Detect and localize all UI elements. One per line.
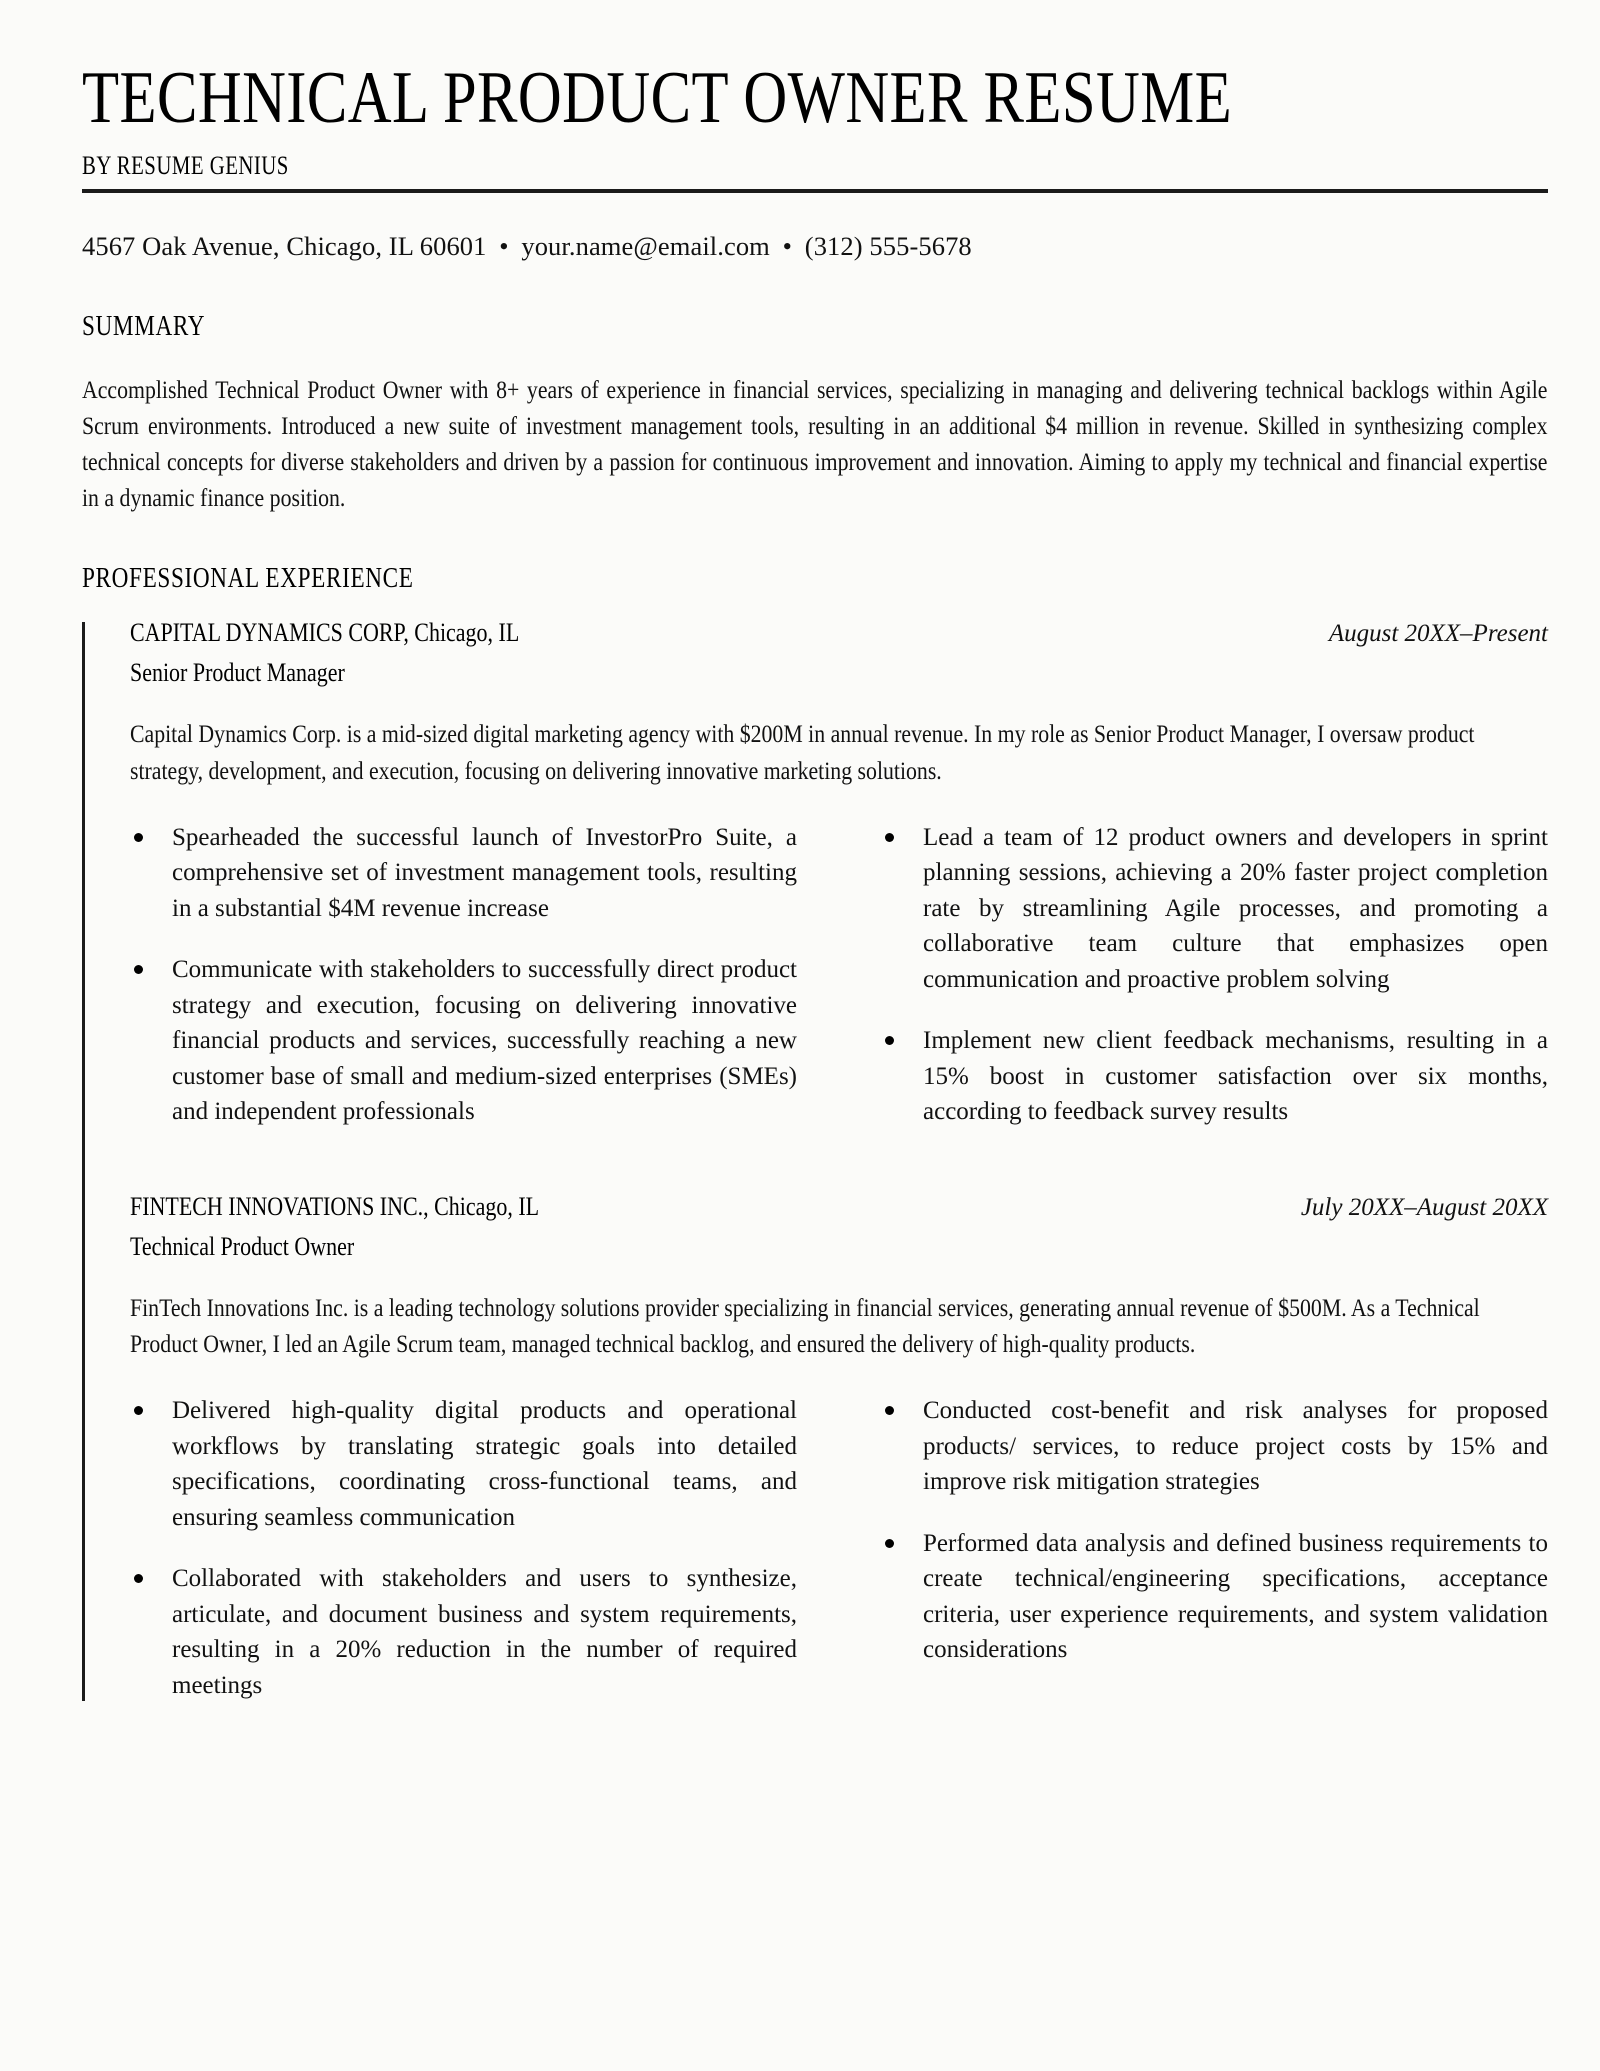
job-entry <box>130 618 1548 1129</box>
list-item: Delivered high-quality digital products and operational workflows by translating strategic goals into detailed specifications, coordinating cross-functional teams, and ensuring seamless communication <box>130 1393 797 1535</box>
page-title: TECHNICAL PRODUCT OWNER RESUME <box>82 57 1233 139</box>
bullet-column-left <box>130 820 797 1130</box>
list-item: Collaborated with stakeholders and users to synthesize, articulate, and document business and system requirements, resulting in a 20% reduction in the number of required meetings <box>130 1561 797 1703</box>
job-dates: July 20XX–August 20XX <box>1300 1193 1548 1221</box>
job-description: Capital Dynamics Corp. is a mid-sized digital marketing agency with $200M in annual revenue. In my role as Senior Product Manager, I oversaw product strategy, development, and execution, focusing on delivering innovative marketing solutions. <box>130 719 1475 786</box>
list-item: Communicate with stakeholders to successfully direct product strategy and execution, focusing on delivering innovative financial products and services, successfully reaching a new customer base of small and medium-sized enterprises (SMEs) and independent professionals <box>130 952 797 1130</box>
list-item: Performed data analysis and defined business requirements to create technical/engineering specifications, acceptance criteria, user experience requirements, and system validation considerations <box>881 1526 1548 1668</box>
list-item: Lead a team of 12 product owners and developers in sprint planning sessions, achieving a 20% faster project completion rate by streamlining Agile processes, and promoting a collaborative team culture that emphasizes open communication and proactive problem solving <box>881 820 1548 998</box>
job-entry <box>130 1192 1548 1703</box>
bullet-column-right <box>881 1393 1548 1703</box>
resume-header <box>82 0 1548 193</box>
job-dates: August 20XX–Present <box>1328 620 1548 648</box>
summary-paragraph: Accomplished Technical Product Owner with 8+ years of experience in financial services, specializing in managing and delivering technical backlogs within Agile Scrum environments. Introduced a new suite of investment management tools, resulting in an additional $4 million in revenue. Skilled in synthesizing complex technical concepts for diverse stakeholders and driven by a passion for continuous improvement and innovation. Aiming to apply my technical and financial expertise in a dynamic finance position. <box>82 374 1548 513</box>
bullet-separator-icon: • <box>499 230 509 261</box>
job-header <box>130 1192 1548 1222</box>
list-item: Implement new client feedback mechanisms, resulting in a 15% boost in customer satisfaction over six months, according to feedback survey results <box>881 1023 1548 1130</box>
job-bullets <box>130 1393 1548 1703</box>
bullet-column-left <box>130 1393 797 1703</box>
contact-phone[interactable]: (312) 555-5678 <box>804 230 972 261</box>
job-company: CAPITAL DYNAMICS CORP, Chicago, IL <box>130 618 520 648</box>
job-role: Senior Product Manager <box>130 658 345 688</box>
bullet-list <box>130 1393 797 1703</box>
contact-email[interactable]: your.name@email.com <box>521 230 770 261</box>
bullet-separator-icon: • <box>782 230 793 261</box>
bullet-list <box>881 820 1548 1130</box>
bullet-list <box>881 1393 1548 1668</box>
resume-content <box>82 0 1548 1703</box>
summary-heading: SUMMARY <box>82 309 206 342</box>
contact-address: 4567 Oak Avenue, Chicago, IL 60601 <box>82 230 487 261</box>
summary-section-header <box>82 310 1548 346</box>
job-description: FinTech Innovations Inc. is a leading technology solutions provider specializing in financial services, generating annual revenue of $500M. As a Technical Product Owner, I led an Agile Scrum team, managed technical backlog, and ensured the delivery of high-quality products. <box>130 1292 1480 1359</box>
header-divider <box>82 189 1548 193</box>
experience-vertical-rule <box>82 622 85 1701</box>
job-bullets <box>130 820 1548 1130</box>
experience-heading: PROFESSIONAL EXPERIENCE <box>82 562 414 595</box>
byline: BY RESUME GENIUS <box>82 150 289 180</box>
experience-section-header <box>82 562 1548 600</box>
bullet-column-right <box>881 820 1548 1130</box>
experience-block <box>82 618 1548 1703</box>
job-header <box>130 618 1548 648</box>
contact-line <box>82 231 1548 262</box>
job-company: FINTECH INNOVATIONS INC., Chicago, IL <box>130 1191 540 1221</box>
job-role: Technical Product Owner <box>130 1231 355 1261</box>
bullet-list <box>130 820 797 1130</box>
list-item: Spearheaded the successful launch of InvestorPro Suite, a comprehensive set of investment management tools, resulting in a substantial $4M revenue increase <box>130 820 797 927</box>
list-item: Conducted cost-benefit and risk analyses for proposed products/ services, to reduce project costs by 15% and improve risk mitigation strategies <box>881 1393 1548 1500</box>
